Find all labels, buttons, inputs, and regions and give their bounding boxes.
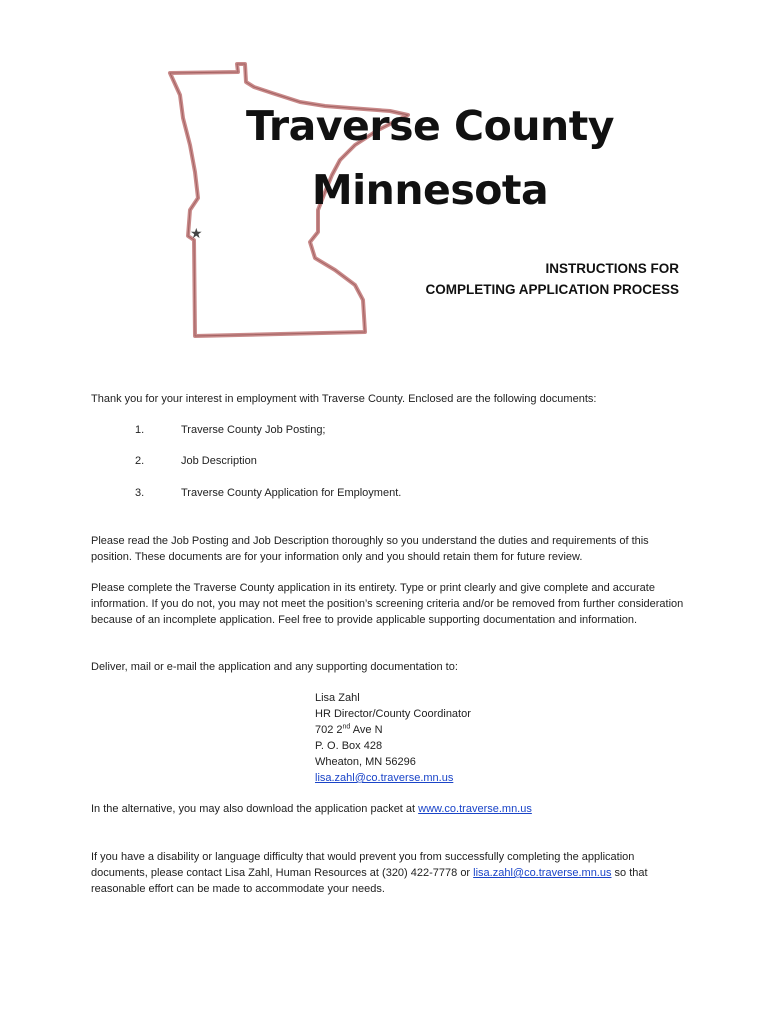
alternative-paragraph: In the alternative, you may also download the application packet at www.co.traverse.mn.us xyxy=(91,803,532,815)
page-title-state: Minnesota xyxy=(311,166,549,214)
address-title: HR Director/County Coordinator xyxy=(315,708,471,720)
instructions-heading-line1: INSTRUCTIONS FOR xyxy=(545,261,679,276)
intro-paragraph: Thank you for your interest in employment with Traverse County. Enclosed are the following documents: xyxy=(91,393,597,405)
address-street: 702 2nd Ave N xyxy=(315,723,383,736)
list-text: Job Description xyxy=(181,455,257,467)
address-city: Wheaton, MN 56296 xyxy=(315,756,416,768)
star-icon: ★ xyxy=(190,226,203,242)
list-number: 3. xyxy=(135,487,145,499)
list-number: 2. xyxy=(135,455,145,467)
disability-paragraph: If you have a disability or language difficulty that would prevent you from successfully completing the application documents, please contact Lisa Zahl, Human Resources at (320) 422-7778 or lisa.zahl@co.traverse.mn.us so that reasonable effort can be made to accommodate your needs. xyxy=(91,851,648,895)
complete-paragraph: Please complete the Traverse County application in its entirety. Type or print clearly and give complete and accurate information. If you do not, you may not meet the position’s screening criteria and/or be removed from further consideration because of an incomplete application. Feel free to provide applicable supporting documentation and information. xyxy=(91,582,684,626)
website-link[interactable]: www.co.traverse.mn.us xyxy=(418,803,532,815)
page-title-county: Traverse County xyxy=(245,102,615,150)
list-number: 1. xyxy=(135,424,145,436)
list-text: Traverse County Application for Employment. xyxy=(181,487,402,499)
address-email-link[interactable]: lisa.zahl@co.traverse.mn.us xyxy=(315,772,454,784)
mailing-address xyxy=(315,690,471,786)
read-paragraph: Please read the Job Posting and Job Description thoroughly so you understand the duties and requirements of this position. These documents are for your information only and you should retain them for future review. xyxy=(91,535,649,563)
list-text: Traverse County Job Posting; xyxy=(181,424,326,436)
address-name: Lisa Zahl xyxy=(315,692,360,704)
deliver-paragraph: Deliver, mail or e-mail the application and any supporting documentation to: xyxy=(91,661,458,673)
address-po-box: P. O. Box 428 xyxy=(315,740,383,752)
email-link[interactable]: lisa.zahl@co.traverse.mn.us xyxy=(473,867,612,879)
instructions-heading-line2: COMPLETING APPLICATION PROCESS xyxy=(425,282,679,297)
